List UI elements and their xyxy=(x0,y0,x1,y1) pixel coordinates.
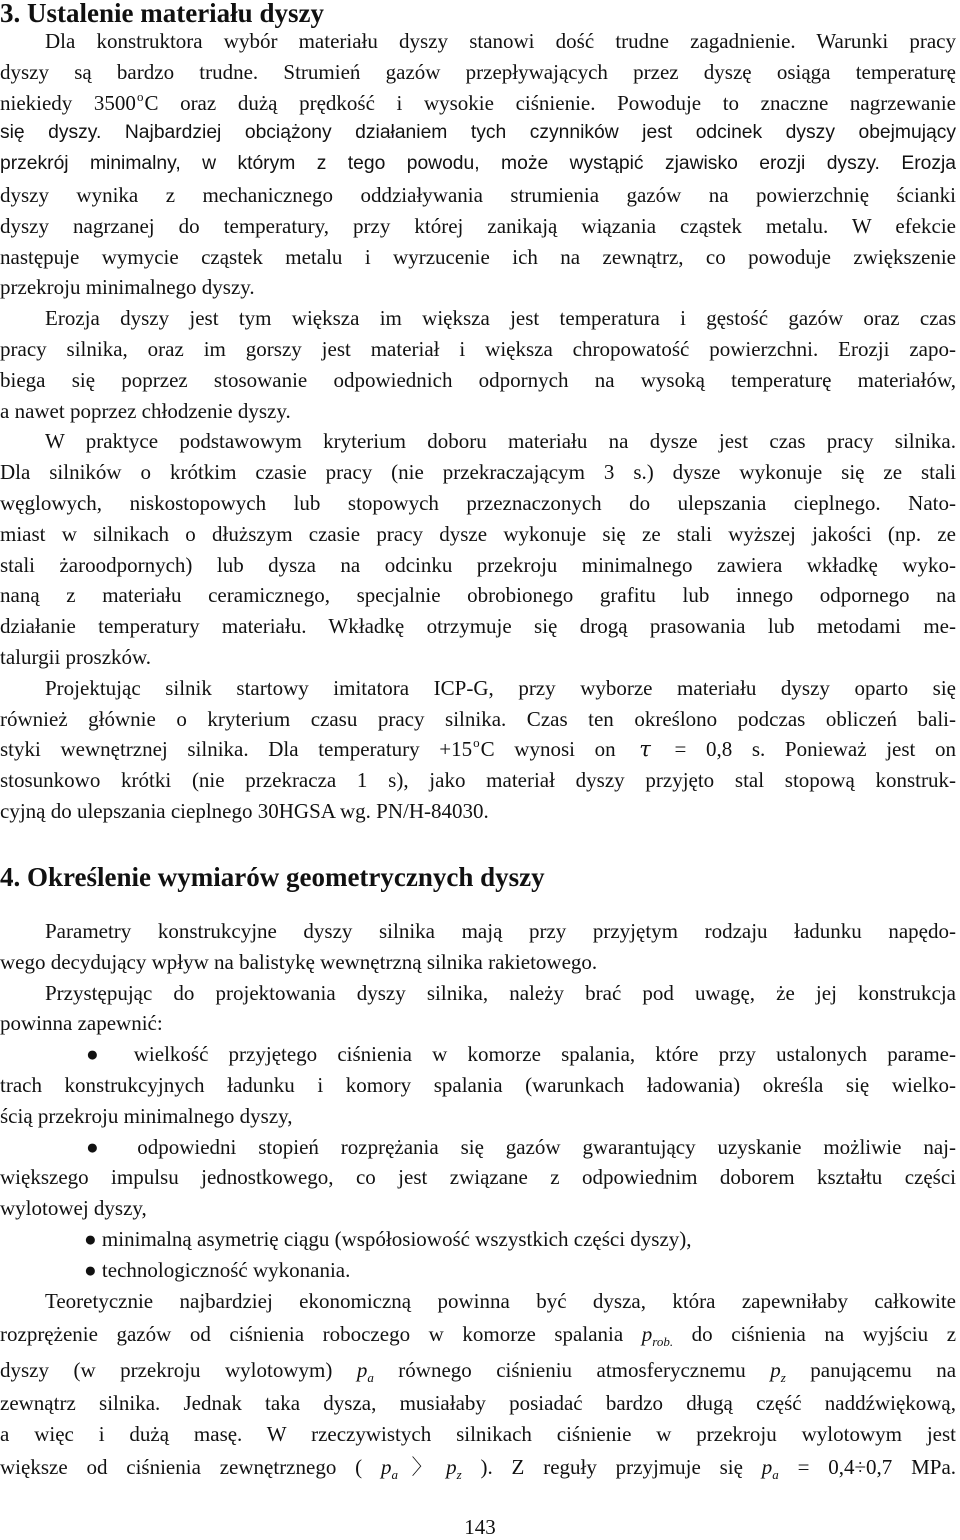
text-line: dyszy są bardzo trudne. Strumień gazów przepływających przez dyszę osiąga temperaturę xyxy=(0,59,956,84)
text-line: węglowych, niskostopowych lub stopowych przeznaczonych do ulepszania cieplnego. Nato- xyxy=(0,490,956,515)
section-3-heading: 3. Ustalenie materiału dyszy xyxy=(0,0,324,28)
text-line: się dyszy. Najbardziej obciążony działaniem tych czynników jest odcinek dyszy obejmujący xyxy=(0,122,956,144)
text-line: biega się poprzez stosowanie odpowiednich odpornych na wysoką temperaturę materiałów, xyxy=(0,367,956,392)
text-line: przekrój minimalny, w którym z tego powodu, może wystąpić zjawisko erozji dyszy. Erozja xyxy=(0,153,956,175)
tau-symbol: τ xyxy=(639,737,651,762)
text-line: powinna zapewnić: xyxy=(0,1011,163,1036)
text-line: miast w silnikach o dłuższym czasie pracy dysze wykonuje się ze stali wyższej jakości (np. ze xyxy=(0,521,956,546)
text-line: Teoretycznie najbardziej ekonomiczną powinna być dysza, która zapewniłaby całkowite xyxy=(45,1288,956,1313)
text-line: Erozja dyszy jest tym większa im większa jest temperatura i gęstość gazów oraz czas xyxy=(45,306,956,331)
text-line: stosunkowo krótki (nie przekracza 1 s), jako materiał dyszy przyjęto stal stopową konstruk- xyxy=(0,768,956,793)
text-line: większe od ciśnienia zewnętrznego ( $p_a$〉$p_z$ ). Z reguły przyjmuje się $p_a = 0,4\div 0,7$ MPa. xyxy=(0,1454,957,1482)
text-line: a nawet poprzez chłodzenie dyszy. xyxy=(0,398,291,423)
degree-sign: o xyxy=(473,735,480,751)
bullet-item: ● wielkość przyjętego ciśnienia w komorze spalania, które przy ustalonych parame- xyxy=(86,1042,956,1067)
text-line: większego impulsu jednostkowego, co jest związane z odpowiednim doborem kształtu części xyxy=(0,1165,956,1190)
text-line: również głównie o kryterium czasu pracy silnika. Czas ten określono podczas obliczeń bali- xyxy=(0,706,956,731)
text-line: dyszy nagrzanej do temperatury, przy której zanikają wiązania cząstek metalu. W efekcie xyxy=(0,213,956,238)
bullet-item: ● odpowiedni stopień rozprężania się gazów gwarantujący uzyskanie możliwie naj- xyxy=(86,1134,956,1159)
text-line: stali żaroodpornych) lub dysza na odcinku przekroju minimalnego zawiera wkładkę wyko- xyxy=(0,552,956,577)
text-line: Projektując silnik startowy imitatora ICP-G, przy wyborze materiału dyszy oparto się xyxy=(45,675,956,700)
text-line: naną z materiału ceramicznego, specjalnie obrobionego grafitu lub innego odpornego na xyxy=(0,583,956,608)
text-line: wego decydujący wpływ na balistykę wewnętrzną silnika rakietowego. xyxy=(0,949,598,974)
text-line: następuje wymycie cząstek metalu i wyrzucenie ich na zewnątrz, co powoduje zwiększenie xyxy=(0,244,956,269)
bullet-item: ● technologiczność wykonania. xyxy=(84,1257,351,1282)
text-line: dyszy (w przekroju wylotowym) $p_a$ równego ciśnieniu atmosferycznemu $p_z$ panującemu na xyxy=(0,1358,957,1386)
text-line: wylotowej dyszy, xyxy=(0,1196,147,1221)
text-line: styki wewnętrznej silnika. Dla temperatury $+15^oC$ wynosi on τ = 0,8 s. Ponieważ jest on xyxy=(0,735,957,762)
text-line: działanie temperatury materiału. Wkładkę otrzymuje się drogą prasowania lub metodami me- xyxy=(0,614,956,639)
text-line: Dla silników o krótkim czasie pracy (nie przekraczającym 3 s.) dysze wykonuje się ze stali xyxy=(0,460,956,485)
text-line: a więc i dużą masę. W rzeczywistych silnikach ciśnienie w przekroju wylotowym jest xyxy=(0,1422,956,1447)
text-line: niekiedy 3500$^o$C oraz dużą prędkość i wysokie ciśnienie. Powoduje to znaczne nagrzewanie xyxy=(0,88,957,115)
text-line: cyjną do ulepszania cieplnego 30HGSA wg. PN/H-84030. xyxy=(0,798,489,823)
text-line: Parametry konstrukcyjne dyszy silnika mają przy przyjętym rodzaju ładunku napędo- xyxy=(45,919,956,943)
text-line: rozprężenie gazów od ciśnienia roboczego w komorze spalania $p_{rob.}$ do ciśnienia na wyjściu z xyxy=(0,1322,957,1350)
section-4-body xyxy=(0,916,956,1484)
text-line: talurgii proszków. xyxy=(0,644,152,669)
text-line: zewnątrz silnika. Jednak taka dysza, musiałaby posiadać bardzo długą część naddźwiękową, xyxy=(0,1391,956,1416)
section-4-heading: 4. Określenie wymiarów geometrycznych dyszy xyxy=(0,862,545,892)
page-number: 143 xyxy=(464,1515,496,1539)
bullet-item: ● minimalną asymetrię ciągu (współosiowość wszystkich części dyszy), xyxy=(84,1226,692,1251)
text-line: pracy silnika, oraz im gorszy jest materiał i większa chropowatość powierzchni. Erozji zapo- xyxy=(0,336,956,361)
degree-sign: o xyxy=(136,88,144,104)
text-line: Przystępując do projektowania dyszy silnika, należy brać pod uwagę, że jej konstrukcja xyxy=(45,980,956,1005)
text-line: W praktyce podstawowym kryterium doboru materiału na dysze jest czas pracy silnika. xyxy=(45,429,956,454)
text-line: ścią przekroju minimalnego dyszy, xyxy=(0,1103,293,1128)
text-line: przekroju minimalnego dyszy. xyxy=(0,275,255,300)
section-3-body xyxy=(0,26,956,827)
text-line: trach konstrukcyjnych ładunku i komory spalania (warunkach ładowania) określa się wielko- xyxy=(0,1072,956,1097)
text-line: dyszy wynika z mechanicznego oddziaływania strumienia gazów na powierzchnię ścianki xyxy=(0,182,956,207)
text-line: Dla konstruktora wybór materiału dyszy stanowi dość trudne zagadnienie. Warunki pracy xyxy=(45,29,956,53)
